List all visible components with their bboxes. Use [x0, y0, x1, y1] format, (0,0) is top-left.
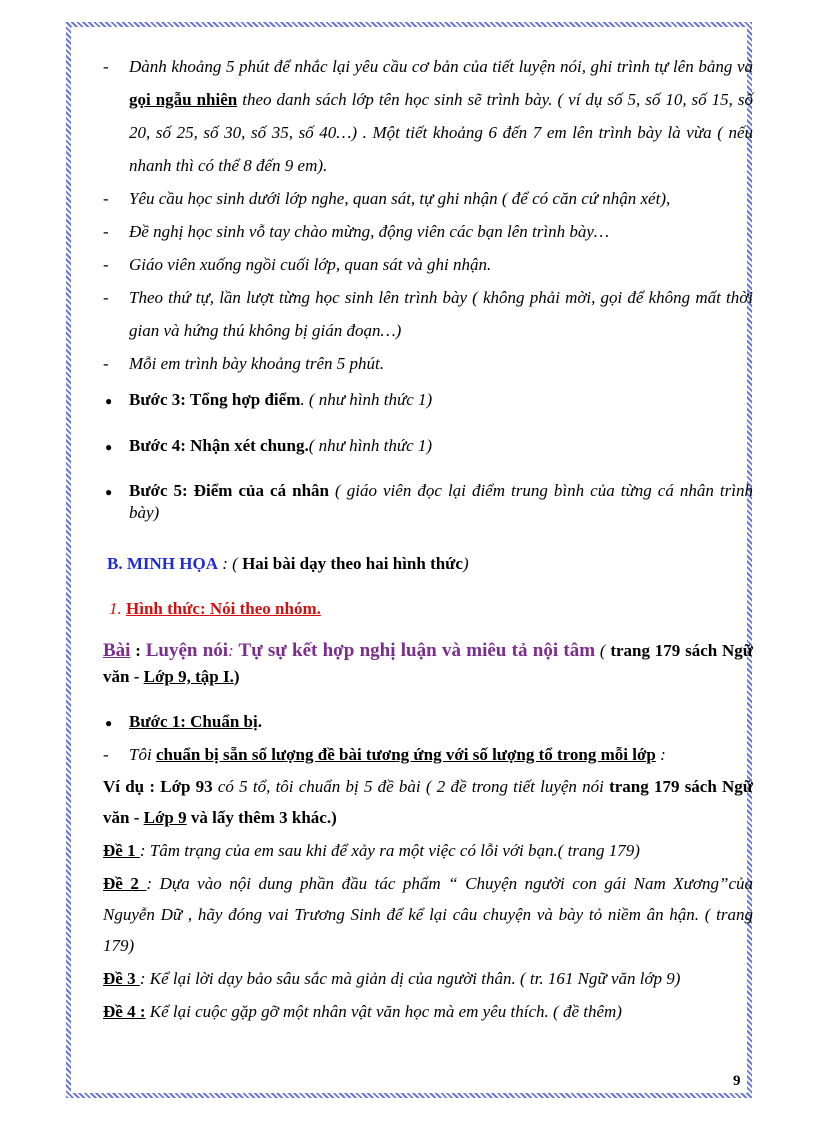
lesson-ref-open: (	[595, 641, 611, 660]
list-text: Tôi	[129, 745, 156, 764]
section-title: Hai bài dạy theo hai hình thức	[242, 554, 463, 573]
list-text: Theo thứ tự, lần lượt từng học sinh lên trình bày ( không phải mời, gọi để không mất thời gian và hứng thú không bị gián đoạn…)	[129, 288, 753, 340]
list-item	[103, 50, 753, 182]
lesson-name: Luyện nói	[145, 640, 229, 661]
section-close: )	[462, 554, 469, 573]
example-more: và lấy thêm 3 khác.)	[186, 808, 337, 827]
lesson-sep: :	[228, 641, 239, 660]
topic-text: : Dựa vào nội dung phần đầu tác phẩm “ Chuyện người con gái Nam Xương”của Nguyễn Dữ , hãy đóng vai Trương Sinh để kể lại câu chuyện và bày tỏ niềm ân hận. (	[103, 874, 753, 924]
topic-ref: trang 179)	[103, 905, 753, 955]
page-number: 9	[733, 1073, 741, 1089]
step-3	[103, 388, 753, 412]
step-title: Bước 5: Điểm của cá nhân	[129, 481, 329, 500]
topic-label: Đề 3	[103, 969, 140, 988]
prep-item	[103, 738, 753, 771]
list-text: Mỗi em trình bày khoảng trên 5 phút.	[129, 354, 384, 373]
example-text: có 5 tổ, tôi chuẩn bị 5 đề bài ( 2 đề trong tiết luyện nói	[212, 777, 610, 796]
section-heading	[103, 548, 753, 579]
list-item	[103, 248, 753, 281]
step-title: Bước 3: Tổng hợp điểm	[129, 390, 301, 409]
topic-4	[103, 996, 753, 1027]
step-note: ( như hình thức 1)	[308, 436, 433, 455]
list-item	[103, 281, 753, 347]
list-text: Yêu cầu học sinh dưới lớp nghe, quan sát, tự ghi nhận ( để có căn cứ nhận xét),	[129, 189, 671, 208]
example-class: Lớp 9	[143, 808, 187, 827]
lesson-ref-class: Lớp 9, tập I.	[143, 667, 234, 686]
topic-label: Đề 2	[103, 874, 147, 893]
section-label: B. MINH HỌA	[107, 554, 218, 573]
topic-label: Đề 4 :	[103, 1002, 146, 1021]
form-title: Hình thức: Nói theo nhóm.	[126, 599, 321, 618]
step-5	[103, 480, 753, 524]
list-item	[103, 215, 753, 248]
lesson-ref: trang 179 sách Ngữ văn -	[103, 641, 753, 686]
list-text: theo danh sách lớp tên học sinh sẽ trình bày. ( ví dụ số 5, số 10, số 15, số 20, số 25, số 30, số 35, số 40…) . Một tiết khoảng 6 đến 7 em lên trình bày là vừa ( nếu nhanh thì có thể 8 đến 9 em).	[129, 90, 753, 175]
list-item	[103, 182, 753, 215]
topic-label: Đề 1	[103, 841, 140, 860]
emphasis-text: gọi ngẫu nhiên	[129, 90, 238, 109]
list-text: Dành khoảng 5 phút để nhắc lại yêu cầu cơ bản của tiết luyện nói, ghi trình tự lên bảng và	[129, 57, 753, 76]
topic-text: : Tâm trạng của em sau khi để xảy ra một việc có lỗi với bạn.(	[139, 841, 568, 860]
form-number: 1.	[109, 599, 122, 618]
list-text: Đề nghị học sinh vỗ tay chào mừng, động viên các bạn lên trình bày…	[129, 222, 609, 241]
topic-2	[103, 868, 753, 961]
topic-ref: trang 179)	[567, 841, 640, 860]
document-body	[103, 50, 753, 1027]
step-4	[103, 434, 753, 458]
step-title: Bước 1: Chuẩn bị	[129, 712, 258, 731]
topic-text: : Kể lại lời dạy bảo sâu sắc mà giản dị của người thân. (	[139, 969, 530, 988]
topic-1	[103, 835, 753, 866]
step-title: Bước 4: Nhận xét chung.	[129, 436, 309, 455]
list-item	[103, 347, 753, 380]
step-dot: .	[257, 712, 262, 731]
list-text: Giáo viên xuống ngồi cuối lớp, quan sát và ghi nhận.	[129, 255, 492, 274]
lesson-label: Bài	[103, 640, 131, 661]
step-note: . ( như hình thức 1)	[300, 390, 433, 409]
topic-3	[103, 963, 753, 994]
lesson-title	[103, 638, 753, 690]
emphasis-text: chuẩn bị sẵn số lượng đề bài tương ứng với số lượng tổ trong mỗi lớp	[155, 745, 656, 764]
example-paragraph	[103, 771, 753, 833]
lesson-colon: :	[130, 641, 146, 660]
section-colon: : (	[217, 554, 243, 573]
topic-ref: đề thêm)	[562, 1002, 622, 1021]
topic-text: Kể lại cuộc gặp gỡ một nhân vật văn học mà em yêu thích. (	[145, 1002, 563, 1021]
topic-ref: tr. 161 Ngữ văn lớp 9)	[529, 969, 681, 988]
list-text: :	[655, 745, 666, 764]
step-note: ( giáo viên đọc lại điểm trung bình của từng cá nhân trình bày)	[129, 481, 753, 522]
lesson-topic: Tự sự kết hợp nghị luận và miêu tả nội tâm	[238, 640, 596, 661]
step-1	[103, 710, 753, 734]
form-heading	[103, 593, 753, 624]
example-ref: trang 179 sách Ngữ văn -	[103, 777, 754, 827]
example-label: Ví dụ : Lớp 93	[103, 777, 213, 796]
lesson-ref-close: )	[233, 667, 240, 686]
